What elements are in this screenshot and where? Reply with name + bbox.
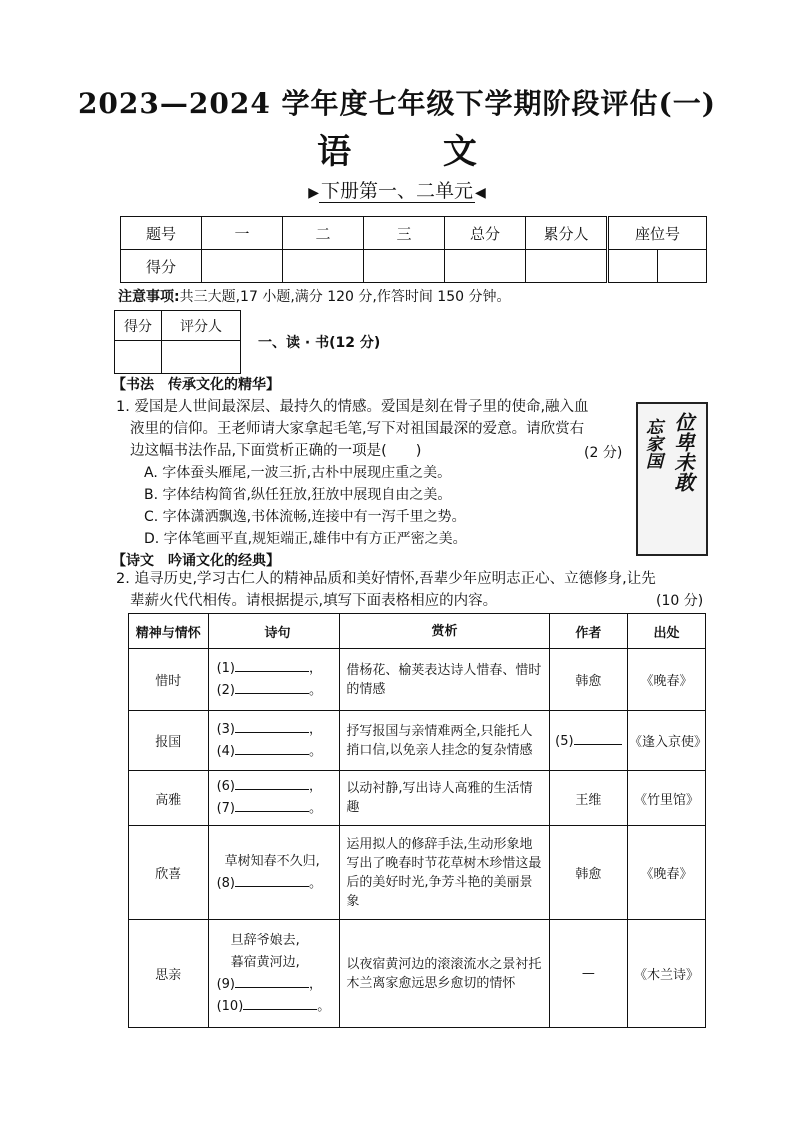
blank-number: (7) — [216, 801, 236, 816]
author-cell: 韩愈 — [549, 826, 627, 920]
score-table-header: 二 — [283, 217, 364, 250]
q2-points: (10 分) — [656, 593, 704, 609]
grader-table — [114, 310, 241, 374]
score-table-header: 总分 — [445, 217, 526, 250]
q1-options — [144, 462, 467, 550]
analysis-cell: 运用拟人的修辞手法,生动形象地写出了晚春时节花草树木珍惜这最后的美好时光,争芳斗艳的美丽景象 — [340, 826, 549, 920]
verse-cell — [208, 920, 340, 1028]
spirit-cell: 欣喜 — [129, 826, 209, 920]
grader-name-cell[interactable] — [162, 341, 241, 374]
answer-blank[interactable] — [235, 975, 309, 988]
blank-number: (3) — [216, 721, 236, 737]
poem-table — [128, 613, 706, 1028]
blank-number: (2) — [216, 682, 236, 698]
answer-blank[interactable] — [235, 681, 309, 694]
q1-line: 边这幅书法作品,下面赏析正确的一项是( ) — [130, 443, 422, 459]
given-verse: 旦辞爷娘去, — [230, 932, 300, 948]
punct: 。 — [309, 743, 323, 759]
q1-option-d[interactable]: D. 字体笔画平直,规矩端正,雄伟中有方正严密之美。 — [144, 531, 467, 547]
source-cell: 《竹里馆》 — [628, 771, 706, 826]
blank-number: (5) — [555, 734, 574, 749]
punct: 。 — [309, 801, 323, 816]
score-cell[interactable] — [526, 250, 607, 283]
score-table-header: 一 — [202, 217, 283, 250]
q1-stem — [116, 396, 636, 462]
notice-text: 共三大题,17 小题,满分 120 分,作答时间 150 分钟。 — [179, 289, 511, 305]
grader-score-cell[interactable] — [115, 341, 162, 374]
verse-cell — [208, 771, 340, 826]
calligraphy-text: 忘家国 — [642, 418, 662, 469]
source-cell: 《木兰诗》 — [628, 920, 706, 1028]
analysis-cell: 借杨花、榆荚表达诗人惜春、惜时的情感 — [340, 649, 549, 711]
poem-table-header: 出处 — [628, 614, 706, 649]
verse-cell — [208, 711, 340, 771]
answer-blank[interactable] — [235, 874, 309, 887]
score-cell[interactable] — [202, 250, 283, 283]
analysis-cell: 抒写报国与亲情难两全,只能托人捎口信,以免亲人挂念的复杂情感 — [340, 711, 549, 771]
poem-table-header: 精神与情怀 — [129, 614, 209, 649]
table-row — [129, 771, 706, 826]
blank-number: (8) — [216, 875, 236, 891]
poem-table-header: 诗句 — [208, 614, 340, 649]
seat-label: 座位号 — [609, 217, 707, 250]
seat-table — [608, 216, 707, 283]
poem-table-header: 赏析 — [340, 614, 549, 649]
punct: ， — [309, 779, 323, 794]
blank-number: (1) — [216, 660, 236, 676]
punct: ， — [309, 721, 323, 737]
q1-option-b[interactable]: B. 字体结构简省,纵任狂放,狂放中展现自由之美。 — [144, 487, 452, 503]
answer-blank[interactable] — [235, 777, 309, 790]
q1-points: (2 分) — [584, 445, 623, 461]
given-verse: 草树知春不久归, — [224, 853, 320, 869]
notice-label: 注意事项: — [118, 289, 180, 305]
source-cell: 《晚春》 — [628, 826, 706, 920]
punct: 。 — [317, 998, 331, 1014]
calligraphy-text: 位卑未敢 — [671, 412, 695, 492]
table-row — [129, 826, 706, 920]
author-cell: 韩愈 — [549, 649, 627, 711]
answer-blank[interactable] — [235, 799, 309, 812]
given-verse: 暮宿黄河边, — [230, 954, 300, 970]
q1-line: 1. 爱国是人世间最深层、最持久的情感。爱国是刻在骨子里的使命,融入血 — [116, 399, 589, 415]
q1-option-c[interactable]: C. 字体潇洒飘逸,书体流畅,连接中有一泻千里之势。 — [144, 509, 466, 525]
seat-cell[interactable] — [658, 250, 707, 283]
blank-number: (6) — [216, 779, 236, 794]
blank-number: (10) — [216, 998, 244, 1014]
scope-text: 下册第一、二单元 — [320, 180, 473, 202]
punct: 。 — [309, 875, 323, 891]
spirit-cell: 高雅 — [129, 771, 209, 826]
punct: 。 — [309, 682, 323, 698]
blank-number: (9) — [216, 976, 236, 992]
poem-table-header: 作者 — [549, 614, 627, 649]
answer-blank[interactable] — [235, 659, 309, 672]
score-table-header: 题号 — [121, 217, 202, 250]
scope-line — [0, 176, 794, 203]
score-cell[interactable] — [445, 250, 526, 283]
punct: ， — [309, 660, 323, 676]
spirit-cell: 报国 — [129, 711, 209, 771]
source-cell: 《逢入京使》 — [628, 711, 706, 771]
subject-title: 语 文 — [317, 132, 517, 172]
score-table — [120, 216, 607, 283]
triangle-left-icon: ◀ — [475, 185, 486, 201]
score-cell[interactable] — [283, 250, 364, 283]
verse-cell — [208, 826, 340, 920]
verse-cell — [208, 649, 340, 711]
punct: ， — [309, 976, 323, 992]
grader-score-label: 得分 — [115, 311, 162, 341]
score-row-label: 得分 — [121, 250, 202, 283]
author-cell: — — [549, 920, 627, 1028]
analysis-cell: 以动衬静,写出诗人高雅的生活情趣 — [340, 771, 549, 826]
triangle-right-icon: ▶ — [308, 185, 319, 201]
answer-blank[interactable] — [235, 720, 309, 733]
source-cell: 《晚春》 — [628, 649, 706, 711]
score-table-header: 三 — [364, 217, 445, 250]
answer-blank[interactable] — [235, 742, 309, 755]
author-cell: 王维 — [549, 771, 627, 826]
score-table-header: 累分人 — [526, 217, 607, 250]
calligraphy-section-head: 【书法 传承文化的精华】 — [112, 377, 280, 393]
spirit-cell: 惜时 — [129, 649, 209, 711]
calligraphy-artwork — [636, 402, 708, 556]
exam-title: 2023—2024 学年度七年级下学期阶段评估(一) — [77, 87, 717, 120]
q2-stem — [116, 568, 716, 612]
spirit-cell: 思亲 — [129, 920, 209, 1028]
blank-number: (4) — [216, 743, 236, 759]
poetry-section-head: 【诗文 吟诵文化的经典】 — [112, 553, 280, 569]
seat-cell[interactable] — [609, 250, 658, 283]
answer-blank[interactable] — [574, 732, 622, 745]
q2-line: 2. 追寻历史,学习古仁人的精神品质和美好情怀,吾辈少年应明志正心、立德修身,让先 — [116, 571, 656, 587]
section-1-title: 一、读 · 书(12 分) — [258, 335, 381, 351]
table-row — [129, 711, 706, 771]
q1-line: 液里的信仰。王老师请大家拿起毛笔,写下对祖国最深的爱意。请欣赏右 — [130, 421, 585, 437]
analysis-cell: 以夜宿黄河边的滚滚流水之景衬托木兰离家愈远思乡愈切的情怀 — [340, 920, 549, 1028]
author-cell — [549, 711, 627, 771]
notice — [118, 286, 510, 306]
score-cell[interactable] — [364, 250, 445, 283]
grader-label: 评分人 — [162, 311, 241, 341]
table-row — [129, 920, 706, 1028]
q2-line: 辈薪火代代相传。请根据提示,填写下面表格相应的内容。 — [130, 593, 498, 609]
table-row — [129, 649, 706, 711]
q1-option-a[interactable]: A. 字体蚕头雁尾,一波三折,古朴中展现庄重之美。 — [144, 465, 452, 481]
answer-blank[interactable] — [243, 997, 317, 1010]
